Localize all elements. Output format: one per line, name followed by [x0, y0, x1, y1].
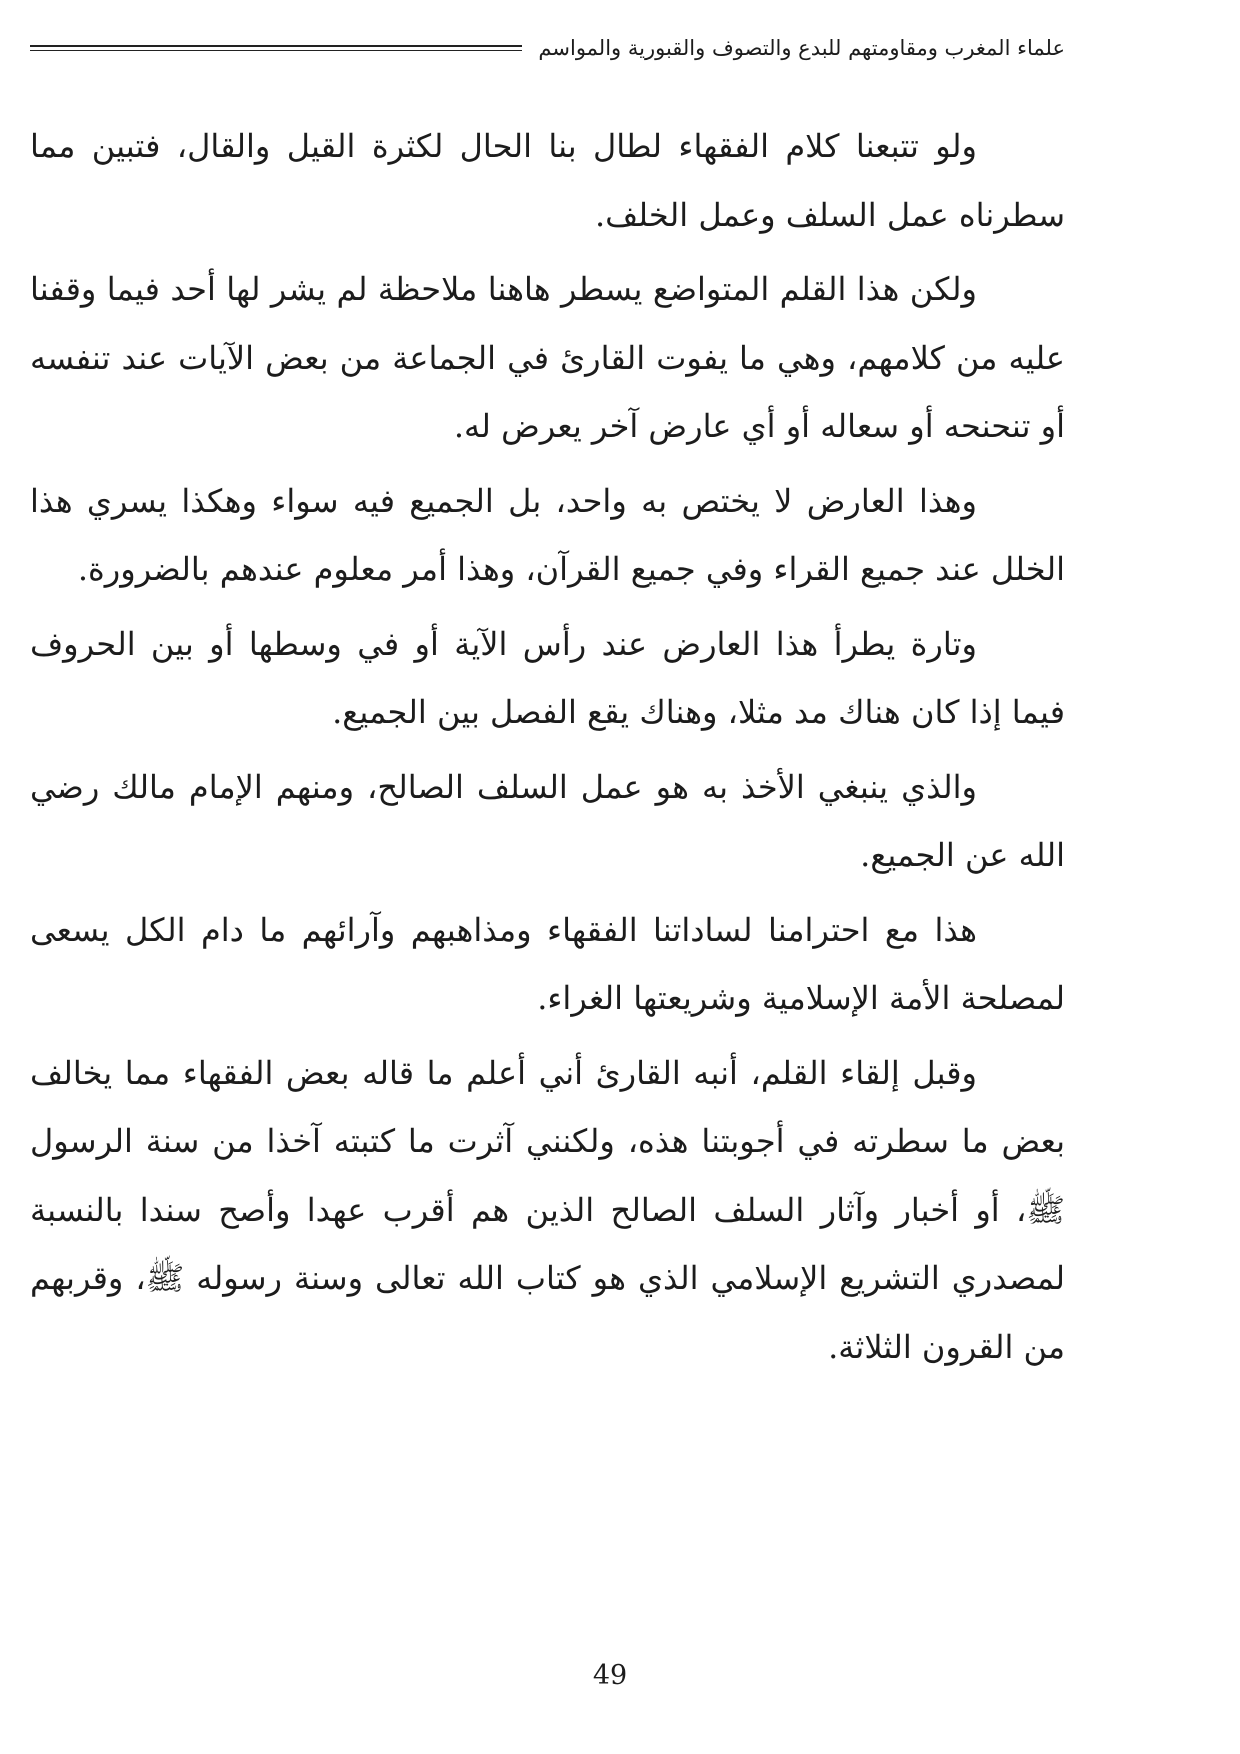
paragraph-2: ولكن هذا القلم المتواضع يسطر هاهنا ملاحظة لم يشر لها أحد فيما وقفنا عليه من كلامهم، وهي ما يفوت القارئ في الجماعة من بعض الآيات عند تنفسه أو تنحنحه أو سعاله أو أي عارض آخر يعرض له.	[30, 270, 1065, 445]
header-rule	[30, 45, 522, 51]
paragraph-3: وهذا العارض لا يختص به واحد، بل الجميع فيه سواء وهكذا يسري هذا الخلل عند جميع القراء وفي جميع القرآن، وهذا أمر معلوم عندهم بالضرورة.	[30, 481, 1065, 588]
paragraph-7: وقبل إلقاء القلم، أنبه القارئ أني أعلم ما قاله بعض الفقهاء مما يخالف بعض ما سطرته في أجوبتنا هذه، ولكنني آثرت ما كتبته آخذا من سنة الرسول ﷺ، أو أخبار وآثار السلف الصالح الذين هم أقرب عهدا وأصح سندا بالنسبة لمصدري التشريع الإسلامي الذي هو كتاب الله تعالى وسنة رسوله ﷺ، وقربهم من القرون الثلاثة.	[30, 1053, 1065, 1366]
paragraph-6: هذا مع احترامنا لساداتنا الفقهاء ومذاهبهم وآرائهم ما دام الكل يسعى لمصلحة الأمة الإسلامية وشريعتها الغراء.	[30, 910, 1065, 1017]
paragraph-1: ولو تتبعنا كلام الفقهاء لطال بنا الحال لكثرة القيل والقال، فتبين مما سطرناه عمل السلف وعمل الخلف.	[30, 127, 1065, 234]
paragraph-5: والذي ينبغي الأخذ به هو عمل السلف الصالح، ومنهم الإمام مالك رضي الله عن الجميع.	[30, 767, 1065, 874]
running-header	[30, 28, 1065, 68]
running-header-title: علماء المغرب ومقاومتهم للبدع والتصوف والقبورية والمواسم	[538, 35, 1065, 60]
page-number: 49	[592, 1660, 628, 1691]
paragraph-4: وتارة يطرأ هذا العارض عند رأس الآية أو في وسطها أو بين الحروف فيما إذا كان هناك مد مثلا، وهناك يقع الفصل بين الجميع.	[30, 624, 1065, 731]
page-body	[30, 112, 1065, 1387]
